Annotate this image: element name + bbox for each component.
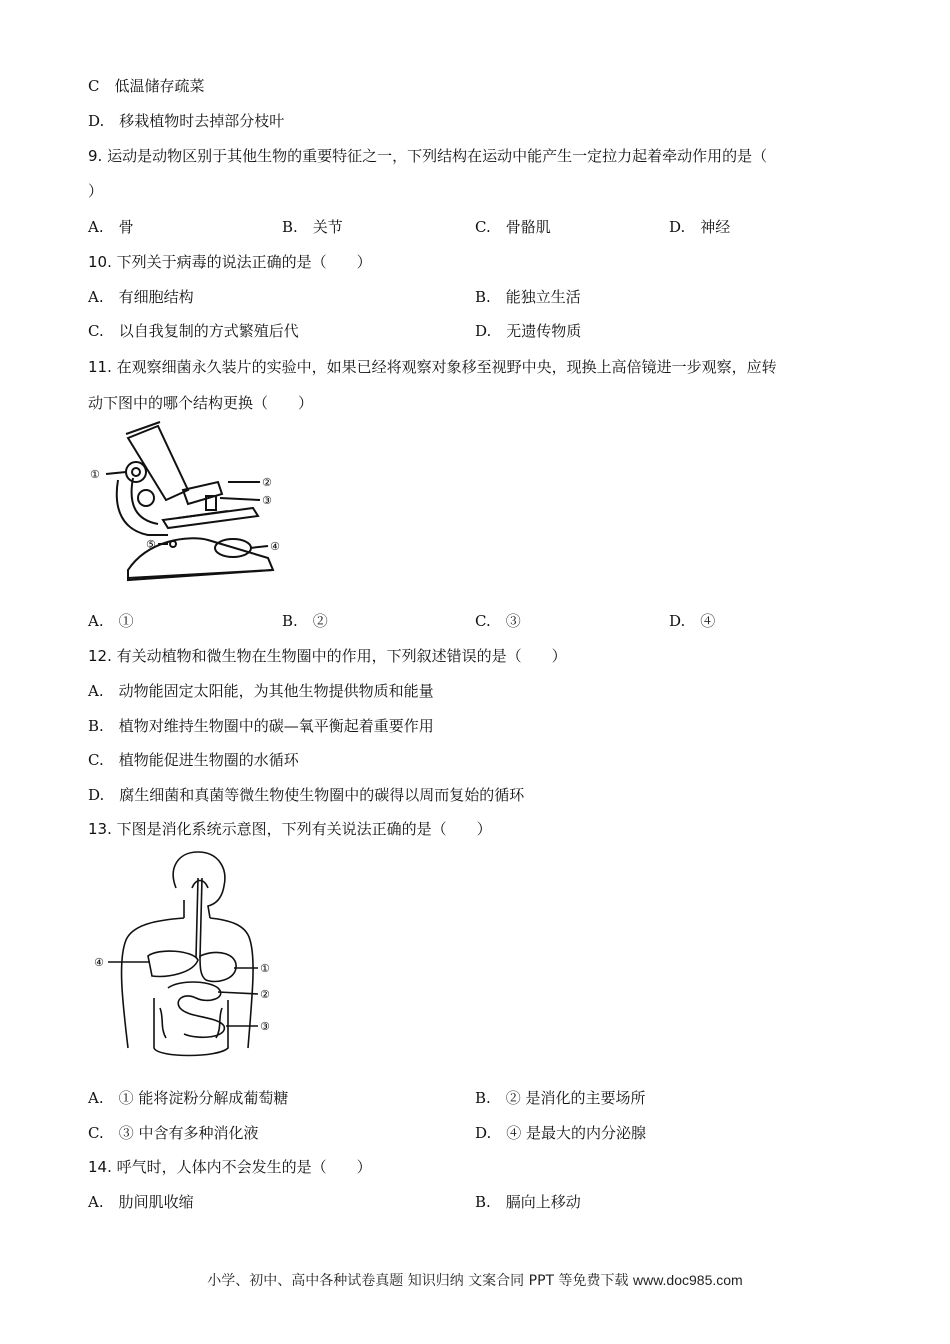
microscope-label-4: ④: [270, 540, 280, 553]
q10-option-c: C. 以自我复制的方式繁殖后代: [88, 322, 299, 340]
q14-option-b: B. 膈向上移动: [475, 1193, 581, 1211]
microscope-label-5: ⑤: [146, 538, 156, 551]
q12-option-a: A. 动物能固定太阳能，为其他生物提供物质和能量: [88, 682, 434, 700]
q9-option-c: C. 骨骼肌: [475, 218, 551, 236]
footer-text: 小学、初中、高中各种试卷真题 知识归纳 文案合同 PPT 等免费下载: [207, 1273, 629, 1289]
q11-option-d: D. ④: [669, 612, 716, 630]
small-intestine: [168, 982, 224, 1037]
head-outline: [173, 852, 225, 918]
microscope-label-2: ②: [262, 476, 272, 489]
q9-option-b: B. 关节: [282, 218, 343, 236]
q10-stem: 10. 下列关于病毒的说法正确的是（ ）: [88, 253, 372, 271]
q9-stem-line1: 9. 运动是动物区别于其他生物的重要特征之一，下列结构在运动中能产生一定拉力起着牵动作用的是（: [88, 147, 768, 165]
microscope-figure: [88, 420, 298, 590]
q11-option-a: A. ①: [88, 612, 134, 630]
q14-stem: 14. 呼气时，人体内不会发生的是（ ）: [88, 1158, 372, 1176]
q11-stem-line2: 动下图中的哪个结构更换（ ）: [88, 394, 314, 412]
q8-option-c: C 低温储存疏菜: [88, 77, 205, 95]
q13-option-c: C. ③ 中含有多种消化液: [88, 1124, 259, 1142]
q11-stem-line1: 11. 在观察细菌永久装片的实验中，如果已经将观察对象移至视野中央，现换上高倍镜进一步观察，应转: [88, 358, 777, 376]
q12-option-c: C. 植物能促进生物圈的水循环: [88, 751, 299, 769]
page-footer: [0, 1270, 950, 1290]
torso-right: [210, 918, 253, 1048]
digestive-label-1: ①: [260, 962, 270, 975]
q11-option-c: C. ③: [475, 612, 521, 630]
coarse-knob: [126, 462, 146, 482]
q9-stem-line2: ）: [88, 182, 104, 200]
torso-left: [122, 918, 184, 1048]
q13-option-d: D. ④ 是最大的内分泌腺: [475, 1124, 647, 1142]
q12-option-b: B. 植物对维持生物圈中的碳—氧平衡起着重要作用: [88, 717, 434, 735]
q13-option-b: B. ② 是消化的主要场所: [475, 1089, 646, 1107]
microscope-label-1: ①: [90, 468, 100, 481]
q12-stem: 12. 有关动植物和微生物在生物圈中的作用，下列叙述错误的是（ ）: [88, 647, 567, 665]
large-intestine: [154, 998, 228, 1056]
digestive-system-figure: [88, 848, 288, 1063]
digestive-label-2: ②: [260, 988, 270, 1001]
q12-option-d: D. 腐生细菌和真菌等微生物使生物圈中的碳得以周而复始的循环: [88, 786, 525, 804]
q13-option-a: A. ① 能将淀粉分解成葡萄糖: [88, 1089, 289, 1107]
digestive-label-4: ④: [94, 956, 104, 969]
q10-option-b: B. 能独立生活: [475, 288, 581, 306]
q13-stem: 13. 下图是消化系统示意图，下列有关说法正确的是（ ）: [88, 820, 492, 838]
q9-option-a: A. 骨: [88, 218, 134, 236]
q14-option-a: A. 肋间肌收缩: [88, 1193, 194, 1211]
q8-option-d: D. 移栽植物时去掉部分枝叶: [88, 112, 285, 130]
q11-option-b: B. ②: [282, 612, 328, 630]
q10-option-d: D. 无遗传物质: [475, 322, 582, 340]
q10-option-a: A. 有细胞结构: [88, 288, 194, 306]
footer-url[interactable]: www.doc985.com: [632, 1272, 743, 1288]
microscope-label-3: ③: [262, 494, 272, 507]
liver: [148, 951, 198, 976]
stomach: [200, 952, 236, 981]
q9-option-d: D. 神经: [669, 218, 731, 236]
digestive-label-3: ③: [260, 1020, 270, 1033]
